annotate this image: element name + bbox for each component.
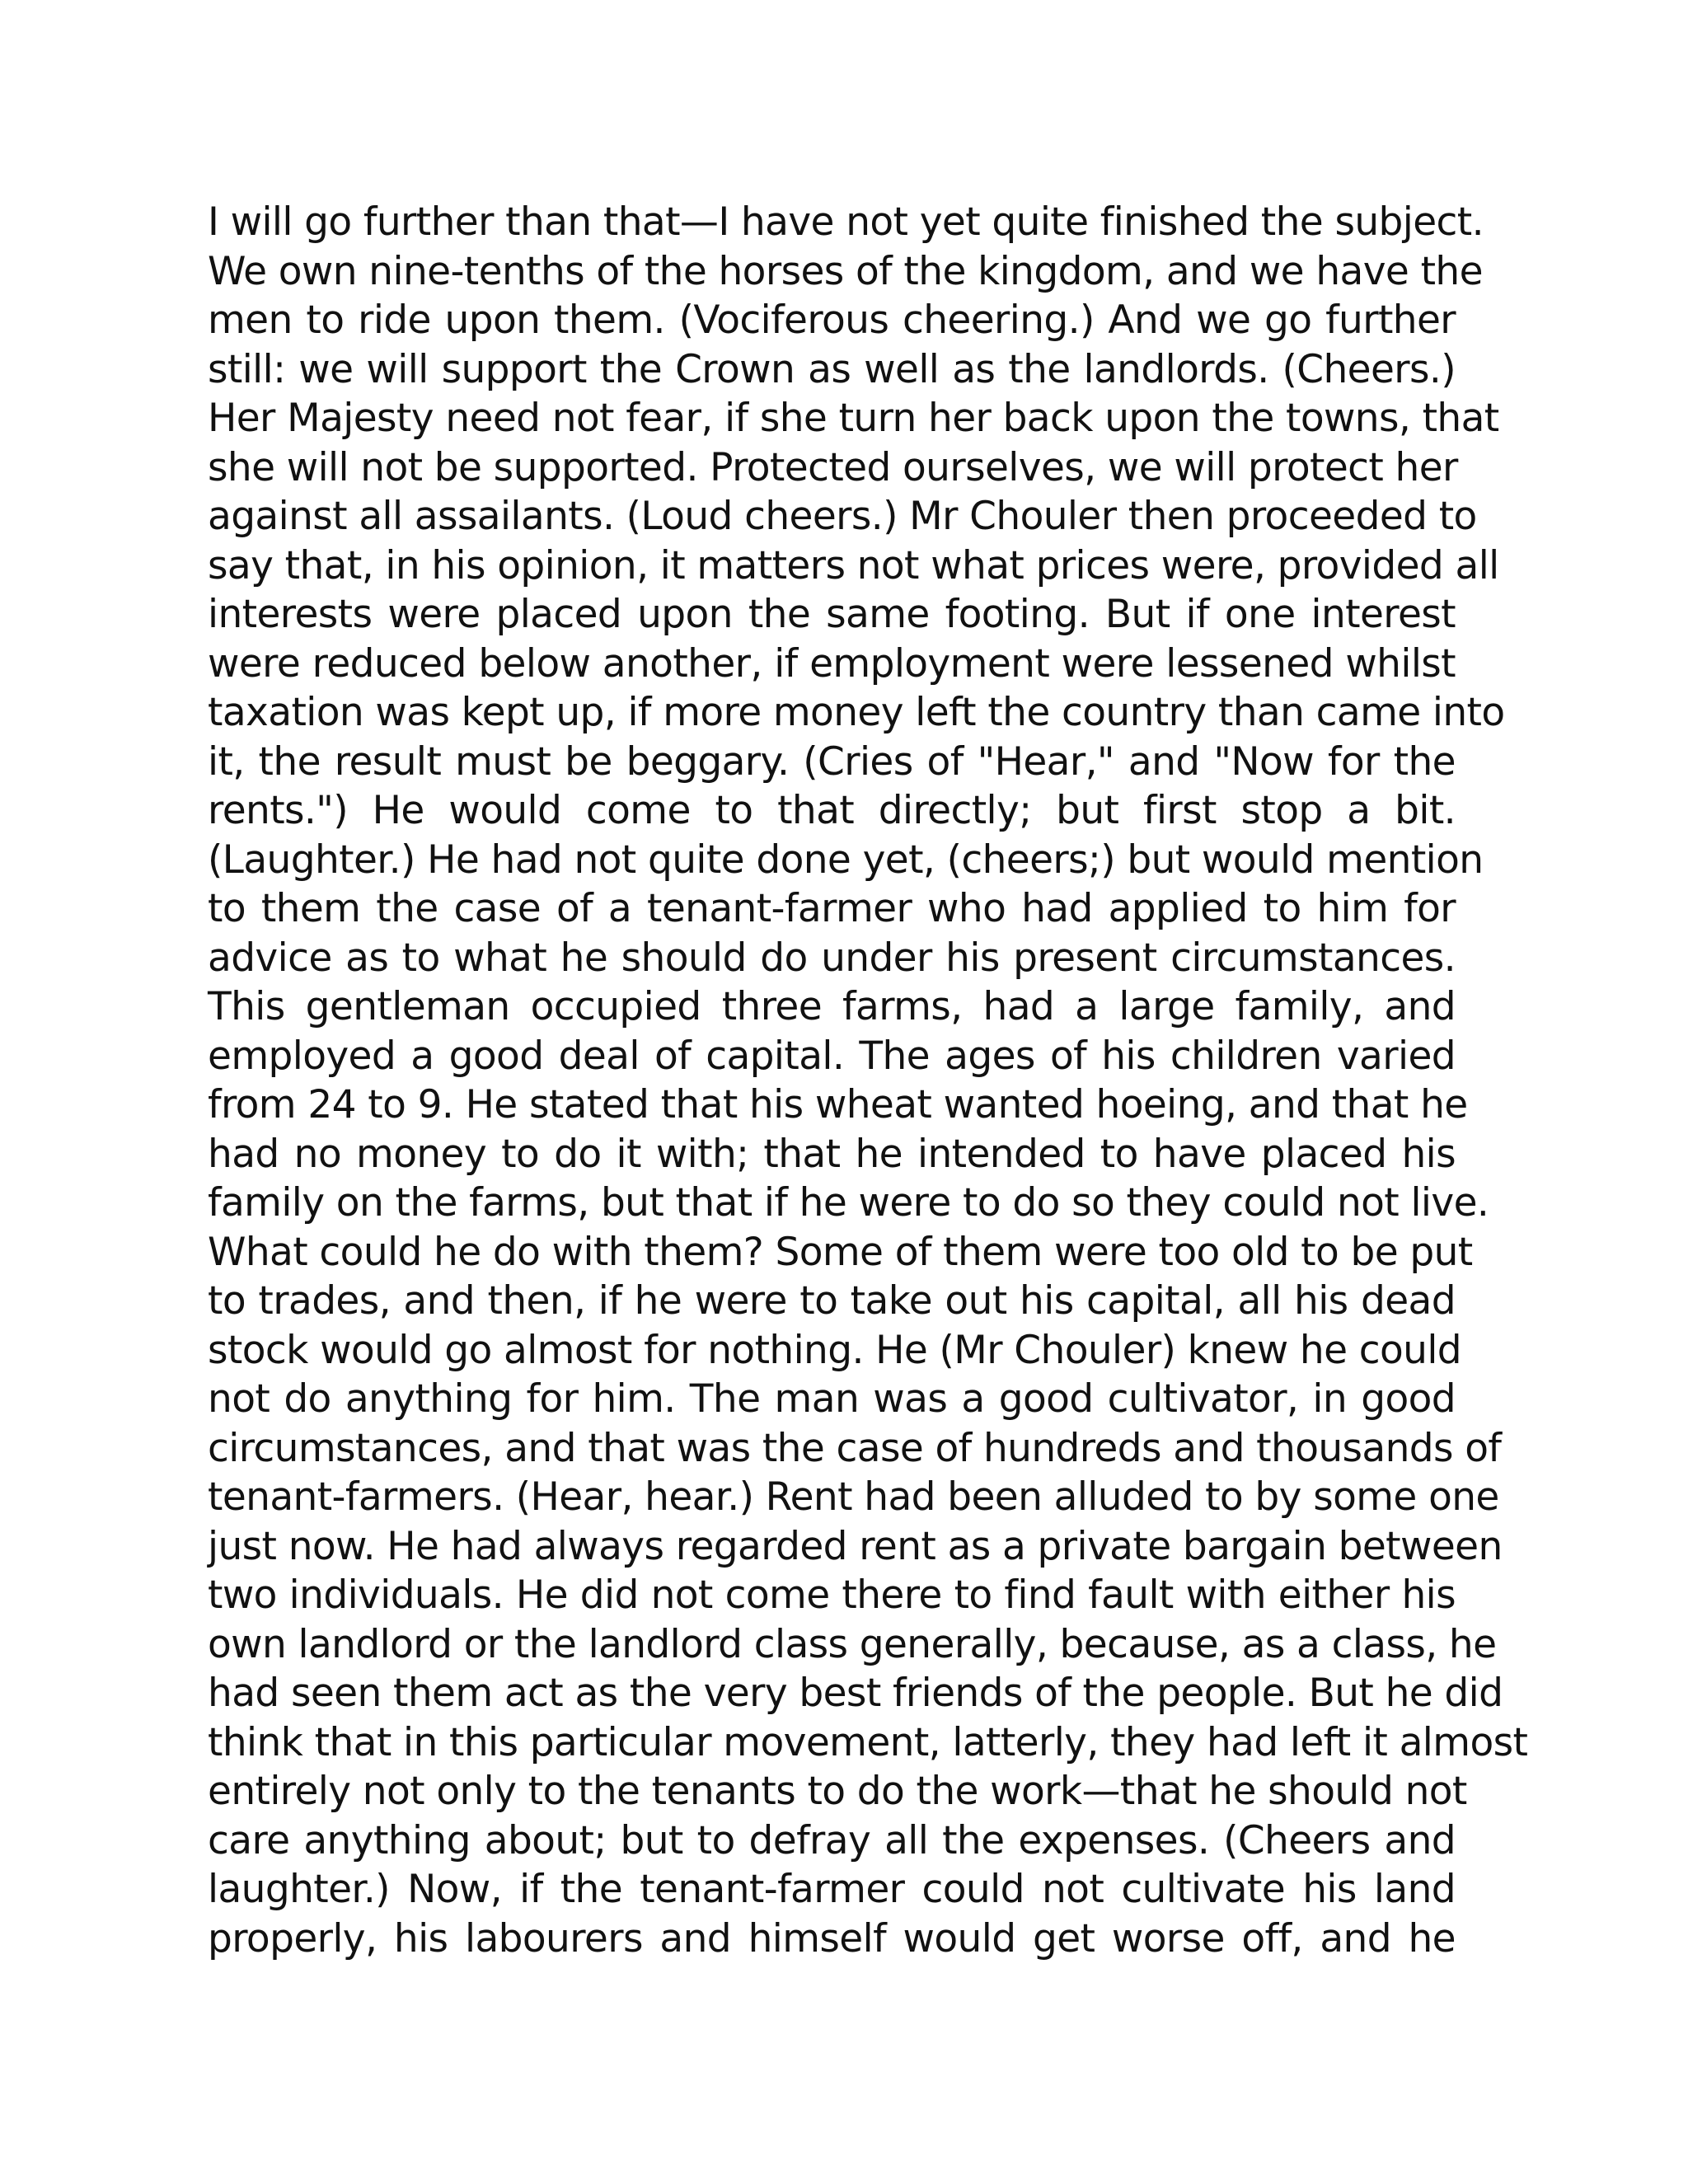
text-line: (Laughter.) He had not quite done yet, (cheers;) but would mention bbox=[208, 837, 1484, 883]
text-line: What could he do with them? Some of them were too old to be put bbox=[208, 1229, 1473, 1275]
text-line: We own nine-tenths of the horses of the kingdom, and we have the bbox=[208, 248, 1483, 294]
text-line: rents.") He would come to that directly; but first stop a bit. bbox=[208, 788, 1456, 833]
text-line: to trades, and then, if he were to take out his capital, all his dead bbox=[208, 1278, 1456, 1324]
text-line: taxation was kept up, if more money left the country than came into bbox=[208, 690, 1505, 735]
text-line: advice as to what he should do under his present circumstances. bbox=[208, 935, 1456, 981]
text-line: to them the case of a tenant-farmer who had applied to him for bbox=[208, 886, 1456, 931]
text-line: were reduced below another, if employment were lessened whilst bbox=[208, 640, 1456, 687]
text-line: This gentleman occupied three farms, had a large family, and bbox=[208, 984, 1456, 1029]
text-line: tenant-farmers. (Hear, hear.) Rent had been alluded to by some one bbox=[208, 1474, 1499, 1520]
text-line: stock would go almost for nothing. He (Mr Chouler) knew he could bbox=[208, 1327, 1462, 1373]
text-line: two individuals. He did not come there to find fault with either his bbox=[208, 1572, 1456, 1618]
text-line: interests were placed upon the same footing. But if one interest bbox=[208, 592, 1456, 637]
text-line: family on the farms, but that if he were to do so they could not live. bbox=[208, 1180, 1489, 1226]
text-line: say that, in his opinion, it matters not what prices were, provided all bbox=[208, 542, 1499, 588]
text-line: think that in this particular movement, latterly, they had left it almost bbox=[208, 1719, 1528, 1765]
text-line: not do anything for him. The man was a good cultivator, in good bbox=[208, 1376, 1456, 1422]
text-line: own landlord or the landlord class generally, because, as a class, he bbox=[208, 1621, 1497, 1667]
text-line: properly, his labourers and himself would get worse off, and he bbox=[208, 1915, 1456, 1961]
text-line: just now. He had always regarded rent as a private bargain between bbox=[208, 1523, 1503, 1569]
text-line: from 24 to 9. He stated that his wheat wanted hoeing, and that he bbox=[208, 1082, 1468, 1127]
text-line: entirely not only to the tenants to do the work—that he should not bbox=[208, 1769, 1467, 1814]
text-line: I will go further than that—I have not yet quite finished the subject. bbox=[208, 199, 1484, 245]
text-line: had seen them act as the very best friends of the people. But he did bbox=[208, 1671, 1503, 1716]
text-line: laughter.) Now, if the tenant-farmer could not cultivate his land bbox=[208, 1867, 1456, 1912]
text-line: men to ride upon them. (Vociferous cheering.) And we go further bbox=[208, 298, 1456, 343]
text-line: Her Majesty need not fear, if she turn her back upon the towns, that bbox=[208, 396, 1499, 441]
text-line: against all assailants. (Loud cheers.) Mr Chouler then proceeded to bbox=[208, 494, 1477, 539]
text-line: still: we will support the Crown as well as the landlords. (Cheers.) bbox=[208, 346, 1456, 392]
text-line: employed a good deal of capital. The ages of his children varied bbox=[208, 1033, 1456, 1079]
document-body bbox=[208, 198, 1528, 1963]
text-line: she will not be supported. Protected ourselves, we will protect her bbox=[208, 444, 1458, 490]
text-line: it, the result must be beggary. (Cries of "Hear," and "Now for the bbox=[208, 738, 1456, 785]
text-line: had no money to do it with; that he intended to have placed his bbox=[208, 1131, 1456, 1177]
text-line: circumstances, and that was the case of hundreds and thousands of bbox=[208, 1425, 1502, 1471]
text-line: care anything about; but to defray all the expenses. (Cheers and bbox=[208, 1817, 1456, 1863]
